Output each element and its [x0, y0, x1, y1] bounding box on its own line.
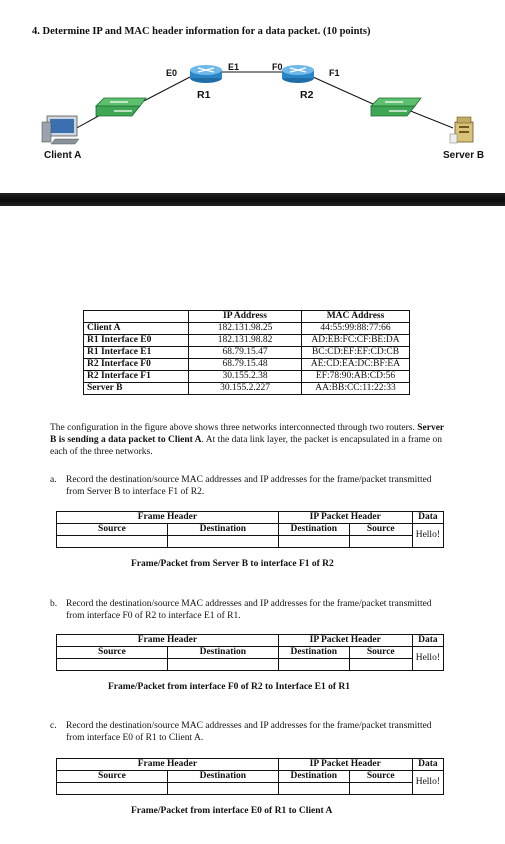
row-mac: AD:EB:FC:CF:BE:DA	[302, 335, 410, 347]
server-icon	[450, 117, 473, 143]
label-r1: R1	[197, 89, 211, 101]
destination-label: Destination	[278, 771, 349, 783]
label-server-b: Server B	[443, 150, 485, 161]
frame-table-a	[56, 511, 444, 548]
caption-a: Frame/Packet from Server B to interface F1 of R2	[131, 559, 334, 569]
answer-cell[interactable]	[349, 783, 412, 795]
switch-1-icon	[96, 98, 146, 116]
frame-header-label: Frame Header	[57, 512, 279, 524]
frame-table-b	[56, 634, 444, 671]
task-c-text: Record the destination/source MAC addresses and IP addresses for the frame/packet transmitted from interface E0 of R1 to Client A.	[66, 721, 432, 743]
router-r2-icon	[282, 65, 314, 83]
row-mac: BC:CD:EF:EF:CD:CB	[302, 347, 410, 359]
task-b-text: Record the destination/source MAC addresses and IP addresses for the frame/packet transmitted from interface F0 of R2 to interface E1 of R1.	[66, 599, 432, 621]
source-label: Source	[57, 647, 168, 659]
caption-c: Frame/Packet from interface E0 of R1 to Client A	[131, 806, 333, 816]
table-row	[84, 335, 410, 347]
row-name: R1 Interface E0	[84, 335, 189, 347]
destination-label: Destination	[167, 524, 278, 536]
link-r2-switch2	[313, 77, 373, 104]
data-value: Hello!	[412, 524, 443, 548]
destination-label: Destination	[278, 647, 349, 659]
destination-label: Destination	[167, 771, 278, 783]
label-f1: F1	[329, 68, 340, 78]
row-ip: 30.155.2.38	[189, 371, 302, 383]
task-c-letter: c.	[50, 721, 57, 731]
table-row	[84, 323, 410, 335]
ip-packet-header-label: IP Packet Header	[278, 759, 412, 771]
answer-cell[interactable]	[278, 659, 349, 671]
row-ip: 182.131.98.82	[189, 335, 302, 347]
row-name: Server B	[84, 383, 189, 395]
frame-header-label: Frame Header	[57, 635, 279, 647]
caption-b: Frame/Packet from interface F0 of R2 to Interface E1 of R1	[108, 682, 350, 692]
destination-label: Destination	[167, 647, 278, 659]
source-label: Source	[349, 524, 412, 536]
answer-cell[interactable]	[278, 536, 349, 548]
row-name: R1 Interface E1	[84, 347, 189, 359]
answer-cell[interactable]	[57, 659, 168, 671]
data-value: Hello!	[412, 647, 443, 671]
header-mac: MAC Address	[302, 311, 410, 323]
question-title: 4. Determine IP and MAC header information for a data packet. (10 points)	[32, 26, 371, 37]
answer-cell[interactable]	[349, 659, 412, 671]
link-switch1-r1	[138, 77, 190, 104]
label-client-a: Client A	[44, 150, 82, 161]
data-label: Data	[412, 512, 443, 524]
source-label: Source	[349, 771, 412, 783]
label-f0: F0	[272, 62, 283, 72]
task-b-letter: b.	[50, 599, 58, 609]
switch-2-icon	[371, 98, 421, 116]
ip-packet-header-label: IP Packet Header	[278, 512, 412, 524]
row-ip: 30.155.2.227	[189, 383, 302, 395]
answer-cell[interactable]	[57, 536, 168, 548]
address-table	[83, 310, 410, 395]
table-row	[84, 383, 410, 395]
answer-cell[interactable]	[167, 659, 278, 671]
frame-header-label: Frame Header	[57, 759, 279, 771]
row-ip: 182.131.98.25	[189, 323, 302, 335]
row-ip: 68.79.15.48	[189, 359, 302, 371]
router-r1-icon	[190, 65, 222, 83]
frame-table-c	[56, 758, 444, 795]
client-computer-icon	[42, 116, 79, 144]
label-e0: E0	[166, 68, 178, 78]
data-label: Data	[412, 635, 443, 647]
scan-divider-band	[0, 193, 505, 206]
answer-cell[interactable]	[167, 536, 278, 548]
table-row	[84, 371, 410, 383]
row-mac: AA:BB:CC:11:22:33	[302, 383, 410, 395]
header-ip: IP Address	[189, 311, 302, 323]
row-ip: 68.79.15.47	[189, 347, 302, 359]
task-a-letter: a.	[50, 475, 57, 485]
destination-label: Destination	[278, 524, 349, 536]
row-name: R2 Interface F0	[84, 359, 189, 371]
data-value: Hello!	[412, 771, 443, 795]
table-row	[84, 347, 410, 359]
data-label: Data	[412, 759, 443, 771]
row-mac: 44:55:99:88:77:66	[302, 323, 410, 335]
task-a-text: Record the destination/source MAC addresses and IP addresses for the frame/packet transmitted from Server B to interface F1 of R2.	[66, 475, 432, 497]
row-name: Client A	[84, 323, 189, 335]
answer-cell[interactable]	[349, 536, 412, 548]
ip-packet-header-label: IP Packet Header	[278, 635, 412, 647]
table-row	[84, 359, 410, 371]
row-mac: AE:CD:EA:DC:BF:EA	[302, 359, 410, 371]
answer-cell[interactable]	[278, 783, 349, 795]
answer-cell[interactable]	[57, 783, 168, 795]
answer-cell[interactable]	[167, 783, 278, 795]
label-r2: R2	[300, 89, 314, 101]
row-name: R2 Interface F1	[84, 371, 189, 383]
header-blank	[84, 311, 189, 323]
address-table-header	[84, 311, 410, 323]
row-mac: EF:78:90:AB:CD:56	[302, 371, 410, 383]
description-paragraph: The configuration in the figure above shows three networks interconnected through two routers. Server B is sending a data packet to Client A. At the data link layer, the packet is encapsulated in a frame on each of the three networks.	[50, 423, 444, 457]
label-e1: E1	[228, 62, 240, 72]
source-label: Source	[57, 524, 168, 536]
source-label: Source	[57, 771, 168, 783]
source-label: Source	[349, 647, 412, 659]
